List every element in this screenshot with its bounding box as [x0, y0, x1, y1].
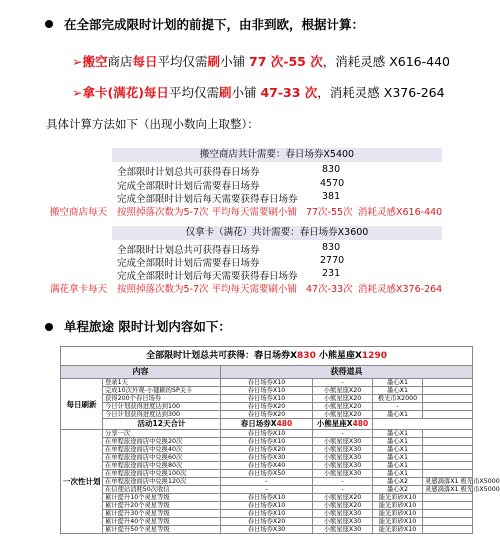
table-cell: 小熊星座X20	[313, 502, 373, 510]
calc2-row: 完成全部限时计划后需要春日场券 2770	[117, 255, 345, 269]
table-cell: 小熊星座X20	[313, 411, 373, 419]
table-cell: 春日场券X30	[221, 526, 313, 534]
table-cell	[423, 387, 473, 395]
table-cell	[423, 518, 473, 526]
table-cell: 春日场券X50	[221, 470, 313, 478]
table-title: 全部限时计划总共可获得：春日场券X830 小熊星座X1290	[61, 347, 473, 366]
table-row	[61, 470, 473, 478]
table-row	[61, 430, 473, 438]
table-cell: 春日场券X20	[221, 446, 313, 454]
table-cell: 春日场券X10	[221, 379, 313, 387]
table-cell: 小熊星座X20	[313, 494, 373, 502]
summary-line-2: ➢拿卡(满花)每日平均仅需刷小铺 47-33 次，消耗灵感 X376-264	[72, 85, 445, 100]
table-cell: 春日场券X20	[221, 403, 313, 411]
column-header-content: 内容	[61, 366, 221, 379]
table-cell	[373, 419, 473, 430]
table-cell: 在信使站消耗50次收信	[103, 486, 221, 494]
table-row	[61, 478, 473, 486]
table-row	[61, 518, 473, 526]
table-cell	[423, 462, 473, 470]
table-cell: 累计提升10个灵星等级	[103, 494, 221, 502]
table-cell: 小熊星座X20	[313, 387, 373, 395]
table-cell: 小熊星座X30	[313, 454, 373, 462]
table-row	[61, 526, 473, 534]
table-cell	[423, 446, 473, 454]
calc2-row: 全部限时计划总共可获得春日场券 830	[117, 242, 341, 256]
table-cell	[423, 526, 473, 534]
table-cell	[423, 379, 473, 387]
table-cell: 在单程旅途商店中兑换20次	[103, 438, 221, 446]
table-cell: -	[313, 486, 373, 494]
table-row	[61, 494, 473, 502]
table-row	[61, 411, 473, 419]
category-label: 每日刷新	[61, 379, 103, 430]
table-cell: 墨心X1	[373, 462, 423, 470]
table-cell: 墨心X1	[373, 470, 423, 478]
table-sum-row	[61, 419, 473, 430]
table-cell: 春日场券X10	[221, 430, 313, 438]
table-cell: 墨心X2	[373, 486, 423, 494]
category-label: 一次性计划	[61, 430, 103, 534]
table-cell: 小熊星座X480	[313, 419, 373, 430]
table-cell: 能光彩砂X10	[373, 510, 423, 518]
table-cell: 春日场券X10	[221, 494, 313, 502]
section1-title: 在全部完成限时计划的前提下，由非到欧，根据计算：	[64, 17, 365, 32]
table-cell: 今日计划获得进度达到300	[103, 411, 221, 419]
calc1-header: 搬空商店共计需要：春日场券X5400	[112, 148, 442, 162]
calc1-row: 完成全部限时计划后每天需要获得春日场券 381	[117, 191, 341, 205]
table-cell: 春日场券X480	[221, 419, 313, 430]
column-header-reward: 获得道具	[221, 366, 473, 379]
table-cell	[423, 510, 473, 518]
table-row	[61, 379, 473, 387]
table-row	[61, 502, 473, 510]
calc2-result: 满花拿卡每天 按照掉落次数为5-7次 平均每天需要刷小铺 47次-33次 消耗灵感X376-264	[50, 284, 443, 295]
table-row	[61, 438, 473, 446]
table-row	[61, 486, 473, 494]
table-cell	[423, 411, 473, 419]
table-cell: 在单程旅途商店中兑换120次	[103, 478, 221, 486]
table-row	[61, 403, 473, 411]
table-cell: 累计提升30个灵星等级	[103, 510, 221, 518]
table-cell: -	[221, 478, 313, 486]
table-cell: 小熊星座X30	[313, 462, 373, 470]
table-cell: 春日场券X10	[221, 510, 313, 518]
table-cell: 分享一次	[103, 430, 221, 438]
table-cell: 能光彩砂X10	[373, 518, 423, 526]
table-cell: 墨心X1	[373, 430, 423, 438]
table-cell	[423, 395, 473, 403]
arrow-icon: ➢	[72, 85, 83, 100]
table-cell: 墨心X1	[373, 438, 423, 446]
table-cell: -	[313, 379, 373, 387]
table-cell: 能光彩砂X10	[373, 494, 423, 502]
section2-title: 单程旅途 限时计划内容如下：	[64, 319, 231, 334]
table-cell: 墨心X2	[373, 478, 423, 486]
table-cell: 登录1天	[103, 379, 221, 387]
table-cell: 墨心X1	[373, 379, 423, 387]
table-cell: 极光币X2000	[373, 395, 423, 403]
table-cell: 墨心X1	[373, 446, 423, 454]
table-cell	[423, 494, 473, 502]
table-cell: -	[313, 478, 373, 486]
table-cell: 能光彩砂X10	[373, 502, 423, 510]
calc1-row: 完成全部限时计划后需要春日场券 4570	[117, 178, 345, 192]
table-cell: 累计提升40个灵星等级	[103, 518, 221, 526]
table-cell: 在单程旅途商店中兑换40次	[103, 446, 221, 454]
table-cell: 小熊星座X30	[313, 518, 373, 526]
table-cell: 小熊星座X30	[313, 446, 373, 454]
table-cell: -	[313, 430, 373, 438]
table-row	[61, 510, 473, 518]
table-cell: 完成10次外观-小键刷的SP关卡	[103, 387, 221, 395]
table-row	[61, 446, 473, 454]
table-cell: 累计提升20个灵星等级	[103, 502, 221, 510]
table-cell	[423, 454, 473, 462]
table-cell: 在单程旅途商店中兑换80次	[103, 462, 221, 470]
table-row	[61, 454, 473, 462]
plan-table	[60, 346, 500, 534]
table-row	[61, 462, 473, 470]
table-cell	[423, 403, 473, 411]
table-cell: 春日场券X40	[221, 462, 313, 470]
table-cell: 小熊星座X30	[313, 438, 373, 446]
table-cell: 累计提升50个灵星等级	[103, 526, 221, 534]
table-cell: 小熊星座X20	[313, 403, 373, 411]
table-cell: 小熊星座X20	[313, 395, 373, 403]
table-cell: 春日场券X20	[221, 518, 313, 526]
bullet-dot	[45, 323, 53, 331]
table-cell: 今日计划获得进度达到100	[103, 403, 221, 411]
calc1-result: 搬空商店每天 按照掉落次数为5-7次 平均每天需要刷小铺 77次-55次 消耗灵感X616-440	[50, 207, 443, 218]
table-row	[61, 395, 473, 403]
calc2-header: 仅拿卡（满花）共计需要：春日场券X3600	[112, 226, 442, 240]
table-cell: 春日场券X10	[221, 395, 313, 403]
table-cell: 获得200个春日场券	[103, 395, 221, 403]
table-cell: 能光彩砂X10	[373, 526, 423, 534]
table-cell: 春日场券X10	[221, 502, 313, 510]
table-row	[61, 387, 473, 395]
table-cell: 墨心X1	[373, 411, 423, 419]
table-cell: 灵感滴落X1 极光币X5000	[423, 486, 473, 494]
table-cell	[423, 470, 473, 478]
table-cell: -	[373, 403, 423, 411]
table-cell: 小熊星座X30	[313, 526, 373, 534]
calc1-row: 全部限时计划总共可获得春日场券 830	[117, 164, 341, 178]
table-cell: 小熊星座X30	[313, 510, 373, 518]
table-cell	[423, 430, 473, 438]
bullet-dot	[45, 20, 53, 28]
table-cell	[423, 438, 473, 446]
table-cell: -	[221, 486, 313, 494]
table-cell	[423, 502, 473, 510]
table-cell: 小熊星座X30	[313, 470, 373, 478]
table-cell: 墨心X1	[373, 454, 423, 462]
summary-line-1: ➢搬空商店每日平均仅需刷小铺 77 次-55 次，消耗灵感 X616-440	[72, 54, 450, 69]
table-cell: 春日场券X30	[221, 454, 313, 462]
table-cell: 活动12天合计	[103, 419, 221, 430]
table-cell: 在单程旅途商店中兑换60次	[103, 454, 221, 462]
table-cell: 春日场券X20	[221, 411, 313, 419]
arrow-icon: ➢	[72, 54, 83, 69]
table-cell: 春日场券X10	[221, 387, 313, 395]
table-cell: 春日场券X10	[221, 438, 313, 446]
method-note: 具体计算方法如下（出现小数向上取整）：	[46, 117, 259, 131]
calc2-row: 完成全部限时计划后每天需要获得春日场券 231	[117, 268, 341, 282]
table-cell: 墨心X1	[373, 387, 423, 395]
table-cell: 在单程旅途商店中兑换100次	[103, 470, 221, 478]
table-cell: 灵感滴落X1 极光币X5000	[423, 478, 473, 486]
